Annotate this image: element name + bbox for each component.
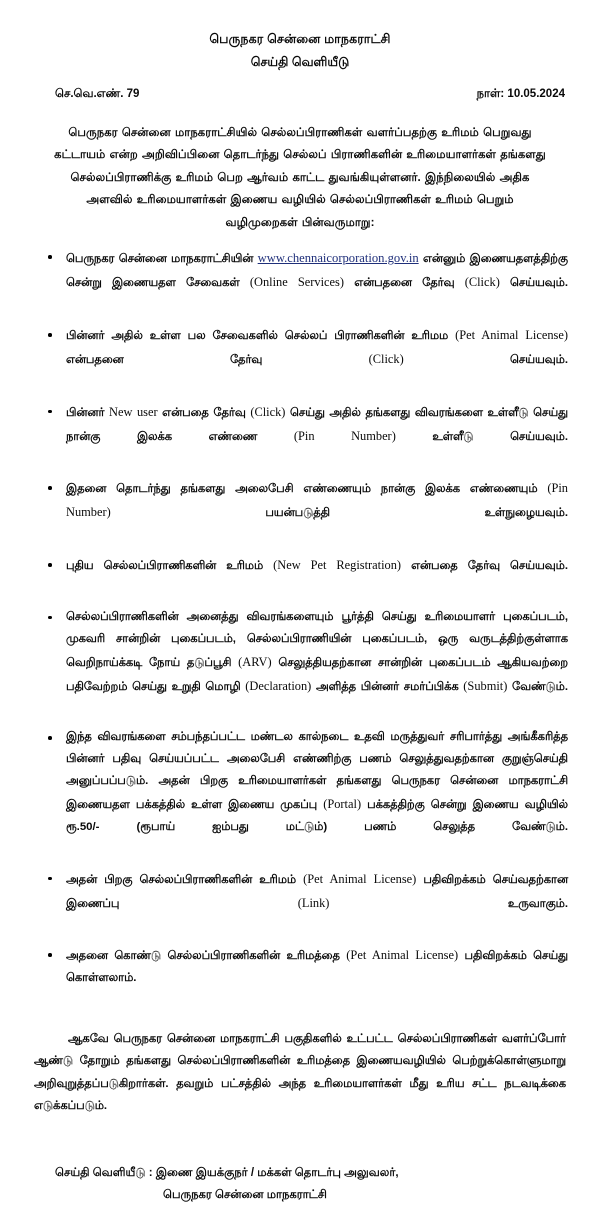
intro-line-3: செல்லப்பிராணிக்கு உரிமம் பெற ஆர்வம் காட்ட துவங்கியுள்ளனர். இந்நிலையில் அதிக	[70, 170, 530, 184]
document-header	[20, 30, 580, 72]
intro-line-5: வழிமுறைகள் பின்வருமாறு:	[225, 215, 375, 229]
step-text: உருவாகும்.	[329, 897, 568, 910]
pet-animal-license-label: (Pet Animal License)	[303, 871, 417, 886]
step-text: பின்னர்	[66, 406, 110, 419]
click-label: (Click)	[464, 275, 500, 290]
list-item-step-download-link	[32, 868, 568, 938]
list-item-step-verification-payment	[32, 727, 568, 860]
procedure-steps-list	[32, 246, 568, 1012]
document-subtitle: செய்தி வெளியீடு	[250, 54, 350, 69]
link-label: (Link)	[297, 895, 330, 910]
step-text: அளித்த பின்னர் சமர்ப்பிக்க	[311, 680, 464, 693]
declaration-label: (Declaration)	[245, 678, 312, 693]
signature-label: செய்தி வெளியீடு :	[55, 1167, 153, 1180]
step-text: இதனை தொடர்ந்து தங்களது அலைபேசி எண்ணையும் நான்கு இலக்க எண்ணையும்	[66, 483, 548, 496]
list-item-step-download-license	[32, 944, 568, 1012]
step-text: பின்னர் அதில் உள்ள பல சேவைகளில் செல்லப் பிராணிகளின் உரிமம	[66, 330, 456, 343]
step-text: பயன்படுத்தி உள்நுழையவும்.	[110, 507, 568, 520]
list-item-step-new-user	[32, 401, 568, 471]
step-text: என்பதனை தேர்வு	[66, 354, 369, 367]
step-text: என்பதை தேர்வு	[157, 406, 251, 419]
step-text: என்பதை தேர்வு செய்யவும்.	[401, 560, 568, 573]
pet-animal-license-label: (Pet Animal License)	[455, 328, 568, 343]
list-item-step-upload-documents	[32, 607, 568, 720]
step-text: செலுத்தியதற்கான சான்றின் புகைப்படம் ஆகியவற்றை பதிவேற்றம் செய்து உறுதி மொழி	[66, 656, 568, 693]
new-pet-registration-label: (New Pet Registration)	[273, 558, 402, 573]
organization-title: பெருநகர சென்னை மாநகராட்சி	[209, 32, 391, 46]
arv-label: (ARV)	[238, 654, 272, 669]
step-text: உள்ளீடு செய்யவும்.	[395, 430, 569, 443]
portal-label: (Portal)	[323, 797, 362, 812]
release-number: செ.வெ.எண். 79	[55, 87, 140, 100]
signature-block	[55, 1163, 580, 1207]
list-item-step-new-pet-registration	[32, 554, 568, 600]
intro-line-2: கட்டாயம் என்ற அறிவிப்பினை தொடர்ந்து செல்லப் பிராணிகளின் உரிமையாளர்கள் தங்களது	[54, 148, 546, 162]
click-label: (Click)	[250, 404, 286, 419]
step-text: பக்கத்திற்கு சென்று இணைய வழியில் ரூ.50/- (ரூபாய் ஐம்பது மட்டும்) பணம் செலுத்த வேண்டும்.	[66, 799, 568, 833]
intro-paragraph	[38, 122, 562, 235]
step-text: புதிய செல்லப்பிராணிகளின் உரிமம்	[66, 560, 274, 573]
pet-animal-license-label: (Pet Animal License)	[346, 948, 459, 963]
document-meta	[20, 88, 580, 102]
chennai-corporation-url-link[interactable]: www.chennaicorporation.gov.in	[257, 251, 419, 266]
pin-number-label: (Pin Number)	[293, 428, 396, 443]
list-item-step-website	[32, 246, 568, 317]
release-date: நாள்: 10.05.2024	[476, 87, 565, 100]
step-text: பதிவிறக்கம் செய்து கொள்ளலாம்.	[66, 950, 568, 985]
step-text: என்னும் இணையதளத்திற்கு சென்று இணையதள சேவைகள்	[66, 253, 568, 290]
step-text: என்பதனை தேர்வு	[344, 277, 465, 290]
closing-paragraph: ஆகவே பெருநகர சென்னை மாநகராட்சி பகுதிகளில் உட்பட்ட செல்லப்பிராணிகள் வளர்ப்போர் ஆண்டு தோறும் தங்களது செல்லப்பிராணிகளின் உரிமத்தை இணையவழியில் பெற்றுக்கொள்ளுமாறு அறிவுறுத்தப்படுகிறார்கள். தவறும் பட்சத்தில் அந்த உரிமையாளர்கள் மீது உரிய சட்ட நடவடிக்கை எடுக்கப்படும்.	[34, 1033, 566, 1112]
intro-line-1: பெருநகர சென்னை மாநகராட்சியில் செல்லப்பிராணிகள் வளர்ப்பதற்கு உரிமம் பெறுவது	[68, 125, 532, 139]
step-text: இந்த விவரங்களை சம்பந்தப்பட்ட மண்டல கால்நடை உதவி மருத்துவர் சரிபார்த்து அங்கீகரித்த பின்னர் பதிவு செய்யப்பட்ட அலைபேசி எண்ணிற்கு பணம் செலுத்துவதற்கான குறுஞ்செய்தி அனுப்பப்படும். அதன் பிறகு உரிமையாளர்கள் தங்களது பெருநகர சென்னை மாநகராட்சி இணையதள பக்கத்தில் உள்ள இணைய முகப்பு	[66, 731, 568, 812]
click-label: (Click)	[368, 352, 404, 367]
step-text: பதிவிறக்கம் செய்வதற்கான இணைப்பு	[66, 873, 568, 910]
new-user-label: New user	[109, 404, 158, 419]
step-text: செய்து அதில் தங்களது விவரங்களை உள்ளீடு செய்து நான்கு இலக்க எண்ணை	[66, 406, 568, 443]
intro-line-4: அளவில் உரிமையாளர்கள் இணைய வழியில் செல்லப்பிராணிகள் உரிமம் பெறும்	[86, 193, 514, 207]
step-text: செய்யவும்.	[403, 354, 568, 367]
submit-label: (Submit)	[463, 678, 508, 693]
signature-designation: இணை இயக்குநர் / மக்கள் தொடர்பு அலுவலர்,	[155, 1167, 399, 1180]
step-text: அதன் பிறகு செல்லப்பிராணிகளின் உரிமம்	[66, 873, 304, 886]
step-text: வேண்டும்.	[507, 680, 568, 693]
list-item-step-login-pin	[32, 477, 568, 547]
pin-number-label: (Pin Number)	[66, 481, 568, 520]
step-text: செல்லப்பிராணிகளின் அனைத்து விவரங்களையும் பூர்த்தி செய்து உரிமையாளர் புகைப்படம், முகவரி சான்றின் புகைப்படம், செல்லப்பிராணியின் புகைப்படம், ஒரு வருடத்திற்குள்ளாக வெறிநாய்க்கடி நோய் தடுப்பூசி	[66, 610, 568, 669]
step-text: செய்யவும்.	[499, 277, 568, 290]
step-text: அதனை கொண்டு செல்லப்பிராணிகளின் உரிமத்தை	[66, 950, 347, 963]
step-text: பெருநகர சென்னை மாநகராட்சியின்	[66, 253, 258, 266]
list-item-step-pet-animal-license	[32, 324, 568, 394]
signature-organization: பெருநகர சென்னை மாநகராட்சி	[163, 1189, 327, 1202]
online-services-label: (Online Services)	[249, 275, 345, 290]
